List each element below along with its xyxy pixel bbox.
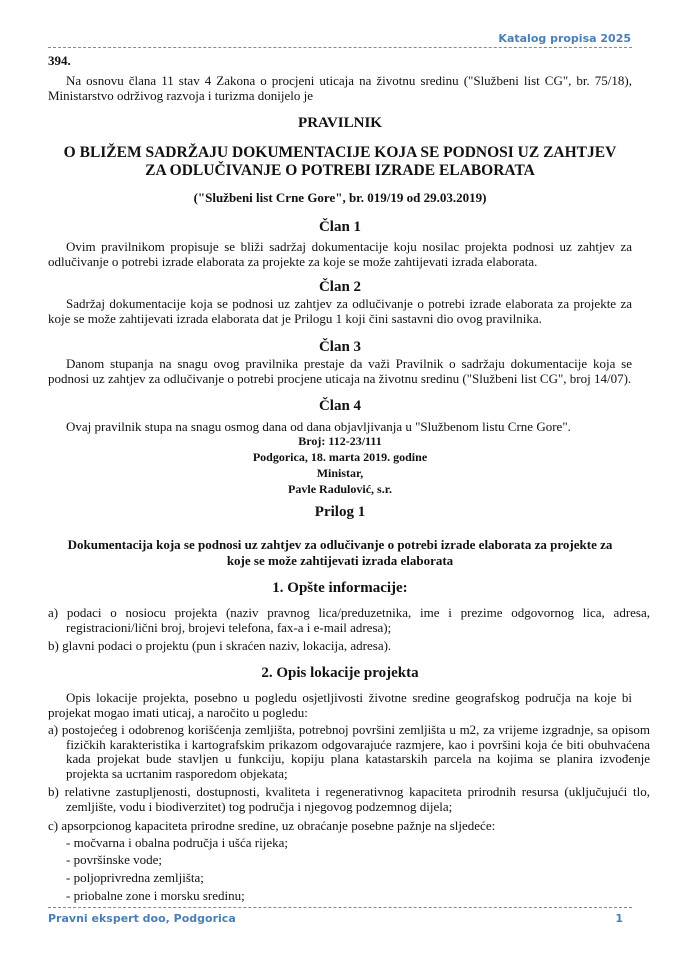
signature-role: Ministar, (316, 466, 364, 480)
article-1-heading: Član 1 (318, 219, 362, 235)
gazette-reference: ("Službeni list Crne Gore", br. 019/19 od 29.03.2019) (193, 190, 487, 205)
footer-divider (48, 907, 632, 908)
article-2-text: Sadržaj dokumentacije koja se podnosi uz zahtjev za odlučivanje o potrebi izrade elaborata za projekte za koje se može zahtijevati izrada elaborata dat je Prilogu 1 koji čini sastavni dio ovog pravilnika. (48, 296, 632, 326)
section-1-item-b: b) glavni podaci o projektu (pun i skraćen naziv, lokacija, adresa). (48, 638, 392, 653)
section-2-heading: 2. Opis lokacije projekta (261, 665, 419, 681)
signature-place-date: Podgorica, 18. marta 2019. godine (252, 450, 428, 464)
article-4-text: Ovaj pravilnik stupa na snagu osmog dana od dana objavljivanja u "Službenom listu Crne Gore". (66, 419, 571, 434)
header-divider (48, 47, 632, 48)
annex-title: Prilog 1 (314, 504, 366, 520)
article-4-heading: Član 4 (318, 398, 362, 414)
signature-name: Pavle Radulović, s.r. (288, 482, 392, 496)
signature-number: Broj: 112-23/111 (298, 434, 382, 448)
document-title-line1: O BLIŽEM SADRŽAJU DOKUMENTACIJE KOJA SE PODNOSI UZ ZAHTJEV (63, 144, 617, 161)
article-1-text: Ovim pravilnikom propisuje se bliži sadržaj dokumentacije koju nosilac projekta podnosi uz zahtjev za odlučivanje o potrebi izrade elaborata za projekte za koje se može zahtijevati izrada elaborata. (48, 239, 632, 269)
article-2-heading: Član 2 (318, 279, 362, 295)
catalog-header: Katalog propisa 2025 (498, 32, 631, 45)
section-2-subitem: - priobalne zone i morsku sredinu; (66, 888, 245, 903)
section-2-item-c: c) apsorpcionog kapaciteta prirodne sredine, uz obraćanje posebne pažnje na sljedeće: (48, 818, 496, 833)
section-1-item-a: a) podaci o nosiocu projekta (naziv pravnog lica/preduzetnika, ime i prezime odgovornog lica, adresa, registracioni/lični broj, brojevi telefona, fax-a i e-mail adresa); (48, 605, 650, 635)
annex-subtitle-line2: koje se može zahtijevati izrada elaborata (226, 553, 454, 568)
section-2-item-b: b) relativne zastupljenosti, dostupnosti, kvaliteta i regenerativnog kapaciteta prirodnih resursa (uključujući tlo, zemljište, vodu i biodiverzitet) tog područja i njegovog podzemnog dijela; (48, 784, 650, 814)
annex-subtitle-line1: Dokumentacija koja se podnosi uz zahtjev za odlučivanje o potrebi izrade elaborata za projekte za (67, 537, 613, 552)
document-title-line2: ZA ODLUČIVANJE O POTREBI IZRADE ELABORATA (145, 162, 535, 179)
footer-publisher: Pravni ekspert doo, Podgorica (48, 912, 236, 925)
regulation-number: 394. (48, 53, 71, 68)
section-2-intro: Opis lokacije projekta, posebno u pogledu osjetljivosti životne sredine geografskog područja na koje bi projekat mogao imati uticaj, a naročito u pogledu: (48, 690, 632, 720)
section-2-subitem: - poljoprivredna zemljišta; (66, 870, 204, 885)
article-3-text: Danom stupanja na snagu ovog pravilnika prestaje da važi Pravilnik o sadržaju dokumentacije koja se podnosi uz zahtjev za odlučivanje o potrebi procjene uticaja na životnu sredinu ("Službeni list CG", broj 14/07). (48, 356, 632, 386)
section-2-subitem: - močvarna i obalna područja i ušća rijeka; (66, 835, 288, 850)
section-2-subitem: - površinske vode; (66, 852, 163, 867)
article-3-heading: Član 3 (318, 339, 362, 355)
page-number: 1 (615, 912, 623, 925)
section-1-heading: 1. Opšte informacije: (272, 580, 408, 596)
intro-paragraph: Na osnovu člana 11 stav 4 Zakona o procjeni uticaja na životnu sredinu ("Službeni list CG", br. 75/18), Ministarstvo održivog razvoja i turizma donijelo je (48, 73, 632, 103)
document-type: PRAVILNIK (298, 115, 382, 131)
section-2-item-a: a) postojećeg i odobrenog korišćenja zemljišta, potrebnoj površini zemljišta u m2, za vrijeme izgradnje, sa opisom fizičkih karakteristika i kartografskim prikazom odgovarajuće razmjere, kao i površini koja će biti obuhvaćena kada projekat bude stavljen u funkciju, kopiju plana katastarskih parcela na kojima se planira izvođenje projekta sa ucrtanim rasporedom objekata; (48, 722, 650, 781)
